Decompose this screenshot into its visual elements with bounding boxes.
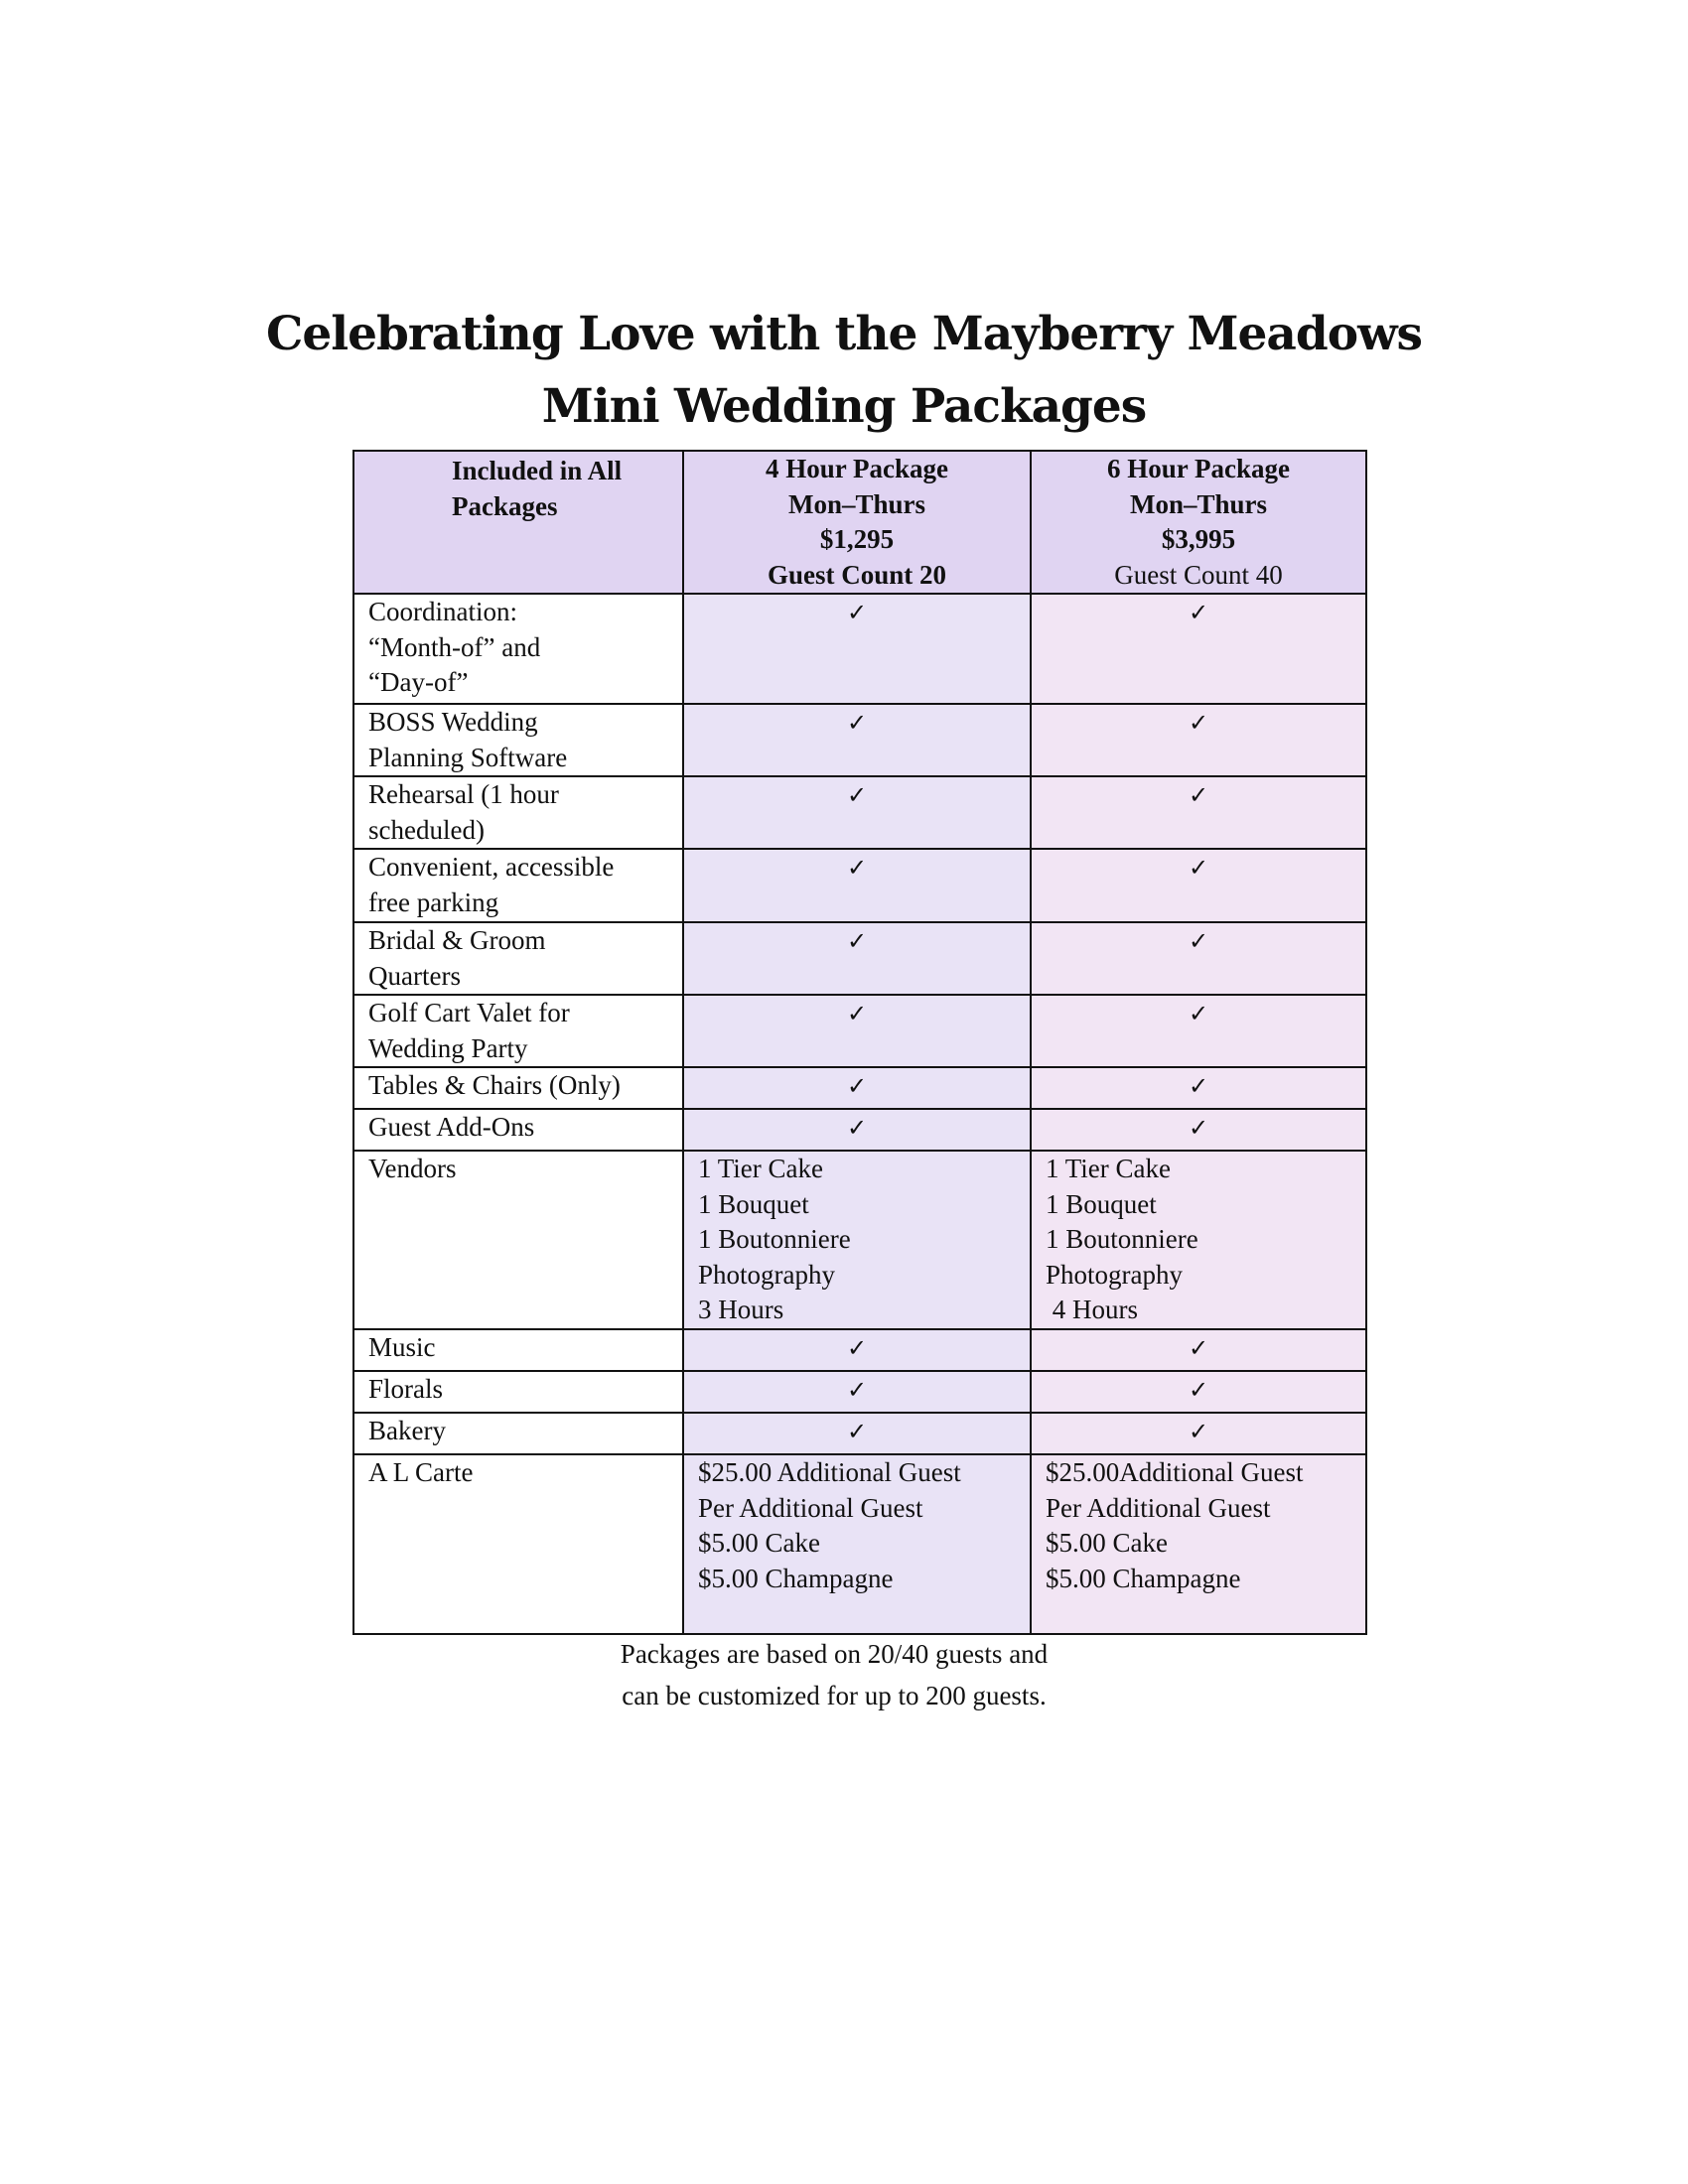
header-6-hour-package bbox=[1031, 451, 1366, 594]
row-label: A L Carte bbox=[353, 1454, 683, 1634]
checkmark-icon: ✓ bbox=[1188, 1334, 1209, 1362]
included-4-hour bbox=[683, 776, 1031, 849]
header-included bbox=[353, 451, 683, 594]
row-label-line: free parking bbox=[368, 887, 499, 917]
included-4-hour bbox=[683, 1371, 1031, 1413]
included-4-hour bbox=[683, 1413, 1031, 1454]
included-6-hour bbox=[1031, 1067, 1366, 1109]
checkmark-icon: ✓ bbox=[846, 599, 868, 626]
row-label bbox=[353, 1067, 683, 1109]
header-text: Packages bbox=[452, 490, 558, 521]
table-row bbox=[353, 1371, 1366, 1413]
row-label bbox=[353, 776, 683, 849]
checkmark-icon: ✓ bbox=[846, 927, 868, 955]
checkmark-icon: ✓ bbox=[1188, 1418, 1209, 1445]
row-label bbox=[353, 849, 683, 922]
row-label-line: BOSS Wedding bbox=[368, 707, 538, 737]
vendor-item: 1 Tier Cake bbox=[698, 1154, 824, 1183]
table-row bbox=[353, 594, 1366, 704]
included-6-hour bbox=[1031, 995, 1366, 1067]
included-6-hour bbox=[1031, 594, 1366, 704]
row-label-line: “Day-of” bbox=[368, 667, 469, 697]
footer-line-1: Packages are based on 20/40 guests and bbox=[620, 1639, 1049, 1669]
row-label bbox=[353, 1109, 683, 1151]
footer-line-2: can be customized for up to 200 guests. bbox=[622, 1681, 1047, 1710]
row-label: Bakery bbox=[353, 1413, 683, 1454]
alacarte-item: $5.00 Champagne bbox=[1046, 1563, 1241, 1593]
included-4-hour bbox=[683, 849, 1031, 922]
row-label-line: Golf Cart Valet for bbox=[368, 998, 570, 1027]
row-label-line: Quarters bbox=[368, 960, 461, 991]
vendors-4-hour bbox=[683, 1151, 1031, 1329]
table-row-vendors bbox=[353, 1151, 1366, 1329]
vendor-item: Photography bbox=[698, 1259, 835, 1290]
table-row bbox=[353, 776, 1366, 849]
package-guest-count: Guest Count 40 bbox=[1114, 559, 1283, 590]
row-label-line: Tables & Chairs (Only) bbox=[368, 1070, 621, 1100]
checkmark-icon: ✓ bbox=[1188, 709, 1209, 737]
row-label-line: Rehearsal (1 hour bbox=[368, 779, 559, 809]
vendor-item: 1 Boutonniere bbox=[1046, 1224, 1198, 1254]
alacarte-item: $25.00Additional Guest bbox=[1046, 1457, 1304, 1487]
row-label-line: Coordination: bbox=[368, 597, 517, 626]
package-guest-count: Guest Count 20 bbox=[767, 559, 947, 590]
checkmark-icon: ✓ bbox=[846, 1418, 868, 1445]
checkmark-icon: ✓ bbox=[1188, 781, 1209, 809]
checkmark-icon: ✓ bbox=[1188, 1000, 1209, 1027]
checkmark-icon: ✓ bbox=[846, 1376, 868, 1404]
included-4-hour bbox=[683, 1109, 1031, 1151]
row-label: Music bbox=[353, 1329, 683, 1371]
table-row bbox=[353, 995, 1366, 1067]
included-6-hour bbox=[1031, 1413, 1366, 1454]
checkmark-icon: ✓ bbox=[1188, 1114, 1209, 1142]
row-label-line: Guest Add-Ons bbox=[368, 1112, 535, 1142]
row-label-line: scheduled) bbox=[368, 814, 485, 845]
checkmark-icon: ✓ bbox=[846, 1114, 868, 1142]
alacarte-item: Per Additional Guest bbox=[698, 1492, 923, 1523]
vendor-item: 1 Boutonniere bbox=[698, 1224, 851, 1254]
package-price: $3,995 bbox=[1161, 524, 1236, 554]
checkmark-icon: ✓ bbox=[846, 854, 868, 882]
row-label bbox=[353, 922, 683, 995]
package-name: 4 Hour Package bbox=[766, 454, 948, 483]
alacarte-item: Per Additional Guest bbox=[1046, 1492, 1271, 1523]
table-header-row bbox=[353, 451, 1366, 594]
package-days: Mon–Thurs bbox=[787, 488, 926, 519]
vendors-6-hour bbox=[1031, 1151, 1366, 1329]
checkmark-icon: ✓ bbox=[1188, 1072, 1209, 1100]
title-line-1: Celebrating Love with the Mayberry Meadows bbox=[265, 307, 1423, 361]
row-label-line: Wedding Party bbox=[368, 1032, 528, 1063]
included-4-hour bbox=[683, 995, 1031, 1067]
row-label bbox=[353, 995, 683, 1067]
table-row bbox=[353, 704, 1366, 776]
table-row bbox=[353, 922, 1366, 995]
alacarte-item: $5.00 Cake bbox=[698, 1528, 820, 1558]
alacarte-6-hour bbox=[1031, 1454, 1366, 1634]
included-4-hour bbox=[683, 1067, 1031, 1109]
checkmark-icon: ✓ bbox=[846, 1072, 868, 1100]
packages-table bbox=[352, 450, 1367, 1635]
checkmark-icon: ✓ bbox=[1188, 599, 1209, 626]
included-6-hour bbox=[1031, 1109, 1366, 1151]
row-label: Florals bbox=[353, 1371, 683, 1413]
package-days: Mon–Thurs bbox=[1129, 488, 1268, 519]
row-label-line: Bridal & Groom bbox=[368, 925, 546, 955]
title-line-2: Mini Wedding Packages bbox=[541, 379, 1147, 434]
package-price: $1,295 bbox=[819, 524, 895, 554]
row-label bbox=[353, 704, 683, 776]
footer-note bbox=[0, 1633, 1668, 1716]
vendor-item: 1 Bouquet bbox=[1046, 1188, 1157, 1219]
included-6-hour bbox=[1031, 704, 1366, 776]
alacarte-4-hour bbox=[683, 1454, 1031, 1634]
included-4-hour bbox=[683, 594, 1031, 704]
table-row bbox=[353, 849, 1366, 922]
checkmark-icon: ✓ bbox=[1188, 1376, 1209, 1404]
table-row-a-la-carte bbox=[353, 1454, 1366, 1634]
alacarte-item: $5.00 Champagne bbox=[698, 1563, 894, 1593]
header-4-hour-package bbox=[683, 451, 1031, 594]
row-label: Vendors bbox=[353, 1151, 683, 1329]
checkmark-icon: ✓ bbox=[1188, 927, 1209, 955]
included-4-hour bbox=[683, 922, 1031, 995]
checkmark-icon: ✓ bbox=[846, 1000, 868, 1027]
table-row bbox=[353, 1109, 1366, 1151]
row-label bbox=[353, 594, 683, 704]
checkmark-icon: ✓ bbox=[846, 1334, 868, 1362]
checkmark-icon: ✓ bbox=[846, 781, 868, 809]
alacarte-item: $5.00 Cake bbox=[1046, 1528, 1168, 1558]
included-6-hour bbox=[1031, 849, 1366, 922]
row-label-line: Planning Software bbox=[368, 742, 568, 772]
table-row bbox=[353, 1067, 1366, 1109]
header-text: Included in All bbox=[452, 456, 623, 485]
checkmark-icon: ✓ bbox=[1188, 854, 1209, 882]
package-name: 6 Hour Package bbox=[1107, 454, 1290, 483]
row-label-line: “Month-of” and bbox=[368, 631, 541, 662]
vendor-item: 4 Hours bbox=[1046, 1295, 1138, 1324]
included-6-hour bbox=[1031, 922, 1366, 995]
checkmark-icon: ✓ bbox=[846, 709, 868, 737]
included-4-hour bbox=[683, 1329, 1031, 1371]
included-4-hour bbox=[683, 704, 1031, 776]
vendor-item: 3 Hours bbox=[698, 1295, 784, 1324]
table-row bbox=[353, 1329, 1366, 1371]
table-row bbox=[353, 1413, 1366, 1454]
included-6-hour bbox=[1031, 1329, 1366, 1371]
page-title bbox=[0, 298, 1688, 443]
included-6-hour bbox=[1031, 776, 1366, 849]
alacarte-item: $25.00 Additional Guest bbox=[698, 1457, 961, 1487]
vendor-item: 1 Bouquet bbox=[698, 1188, 809, 1219]
row-label-line: Convenient, accessible bbox=[368, 852, 615, 882]
vendor-item: Photography bbox=[1046, 1259, 1183, 1290]
vendor-item: 1 Tier Cake bbox=[1046, 1154, 1172, 1183]
included-6-hour bbox=[1031, 1371, 1366, 1413]
